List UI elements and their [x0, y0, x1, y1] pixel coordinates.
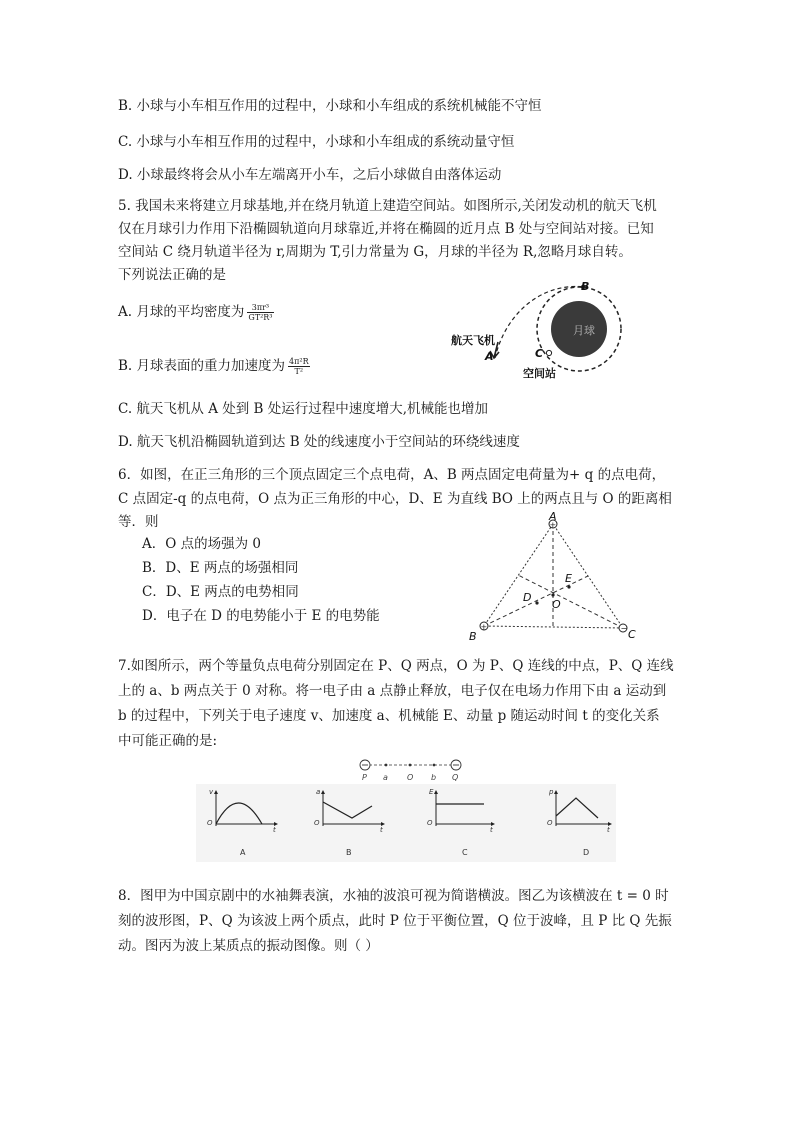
space-station-dot — [546, 350, 551, 355]
q7-graphs-figure — [196, 784, 616, 862]
graph-b-yaxis: a — [316, 788, 321, 796]
graph-d-xaxis: t — [607, 826, 610, 834]
graph-c-label: C — [462, 848, 468, 857]
shuttle-label: 航天飞机 — [451, 334, 495, 347]
q5-option-a — [118, 302, 274, 322]
q6-triangle-figure — [465, 508, 655, 643]
graph-c-xaxis: t — [490, 826, 493, 834]
label-b: b — [431, 773, 437, 782]
q7-stem-line1: 7.如图所示，两个等量负点电荷分别固定在 P、Q 两点，O 为 P、Q 连线的中点，P、Q 连线 — [118, 658, 674, 674]
q6-option-a: A．O 点的场强为 0 — [142, 536, 261, 552]
q5-orbit-figure — [445, 280, 635, 390]
q5-stem-line4: 下列说法正确的是 — [118, 267, 226, 283]
label-p: P — [362, 773, 367, 782]
q6-point-o-label: O — [552, 598, 561, 611]
q8-stem-line1: 8．图甲为中国京剧中的水袖舞表演，水袖的波浪可视为简谐横波。图乙为该横波在 t = 0 时 — [118, 888, 669, 904]
q8-stem-line2: 刻的波形图，P、Q 为该波上两个质点，此时 P 位于平衡位置，Q 位于波峰，且 P 比 Q 先振 — [118, 913, 672, 929]
q6-point-c-label: C — [628, 628, 636, 641]
q6-point-a-label: A — [549, 510, 557, 523]
graph-a-yaxis: v — [209, 788, 214, 796]
q6-point-e-label: E — [565, 572, 572, 585]
q5-option-c: C. 航天飞机从 A 处到 B 处运行过程中速度增大,机械能也增加 — [118, 401, 489, 417]
q5-option-a-text: A. 月球的平均密度为 — [118, 304, 245, 320]
label-q: Q — [452, 773, 459, 782]
graph-a-label: A — [240, 848, 246, 857]
q4-option-b: B. 小球与小车相互作用的过程中，小球和小车组成的系统机械能不守恒 — [118, 98, 542, 114]
graph-b-origin: O — [314, 819, 320, 827]
q5-option-b-text: B. 月球表面的重力加速度为 — [118, 358, 286, 374]
q6-point-b-label: B — [469, 630, 477, 643]
q7-charges-figure — [350, 756, 470, 786]
q6-point-d-label: D — [523, 591, 532, 604]
label-a: a — [383, 773, 388, 782]
graph-c-origin: O — [427, 819, 433, 827]
graph-a-origin: O — [207, 819, 213, 827]
moon-label: 月球 — [573, 324, 595, 337]
q7-stem-line4: 中可能正确的是: — [118, 733, 218, 749]
q7-stem-line2: 上的 a、b 两点关于 0 对称。将一电子由 a 点静止释放，电子仅在电场力作用下由 a 运动到 — [118, 683, 667, 699]
graph-b-label: B — [346, 848, 352, 857]
q5-option-b-numerator: 4π²R — [289, 357, 309, 366]
q6-stem-line2: C 点固定-q 的点电荷，O 点为正三角形的中心，D、E 为直线 BO 上的两点且与 O 的距离相 — [118, 491, 672, 507]
point-b-label: B — [581, 280, 590, 293]
q6-option-c: C．D、E 两点的电势相同 — [142, 584, 299, 600]
graph-c-yaxis: E — [429, 788, 434, 796]
q6-option-b: B．D、E 两点的场强相同 — [142, 560, 299, 576]
q5-option-b-fraction — [288, 357, 310, 376]
graph-d-label: D — [583, 848, 590, 857]
graph-d-yaxis: p — [549, 788, 554, 796]
q5-stem-line1: 5. 我国未来将建立月球基地,并在绕月轨道上建造空间站。如图所示,关闭发动机的航天飞机 — [118, 198, 657, 214]
q6-option-d: D．电子在 D 的电势能小于 E 的电势能 — [142, 608, 380, 624]
q5-option-b — [118, 356, 310, 376]
q6-stem-line1: 6．如图，在正三角形的三个顶点固定三个点电荷，A、B 两点固定电荷量为+ q 的点电荷， — [118, 467, 666, 483]
q5-option-b-denominator: T² — [294, 367, 304, 376]
q5-option-a-numerator: 3πr³ — [247, 303, 273, 313]
svg-text:+: + — [480, 622, 488, 632]
graph-b-xaxis: t — [380, 826, 383, 834]
label-o: O — [407, 773, 414, 782]
point-a-label: A — [485, 350, 494, 363]
graph-d-origin: O — [547, 819, 553, 827]
q5-option-a-denominator: GT²R³ — [248, 313, 273, 322]
q4-option-c: C. 小球与小车相互作用的过程中，小球和小车组成的系统动量守恒 — [118, 134, 515, 150]
point-c-label: C — [535, 347, 544, 360]
q6-stem-line3: 等．则 — [118, 514, 159, 530]
q5-option-a-fraction — [247, 303, 273, 322]
svg-text:−: − — [620, 624, 628, 633]
q7-stem-line3: b 的过程中，下列关于电子速度 v、加速度 a、机械能 E、动量 p 随运动时间 t 的变化关系 — [118, 708, 660, 724]
q5-stem-line2: 仅在月球引力作用下沿椭圆轨道向月球靠近,并将在椭圆的近月点 B 处与空间站对接。已知 — [118, 221, 654, 237]
q5-stem-line3: 空间站 C 绕月轨道半径为 r,周期为 T,引力常量为 G，月球的半径为 R,忽略月球自转。 — [118, 244, 632, 260]
q4-option-d: D. 小球最终将会从小车左端离开小车，之后小球做自由落体运动 — [118, 167, 502, 183]
station-label: 空间站 — [523, 367, 556, 380]
q8-stem-line3: 动。图丙为波上某质点的振动图像。则（ ） — [118, 938, 379, 954]
graph-a-xaxis: t — [273, 826, 276, 834]
q5-option-d: D. 航天飞机沿椭圆轨道到达 B 处的线速度小于空间站的环绕线速度 — [118, 434, 520, 450]
svg-text:+: + — [549, 520, 557, 530]
